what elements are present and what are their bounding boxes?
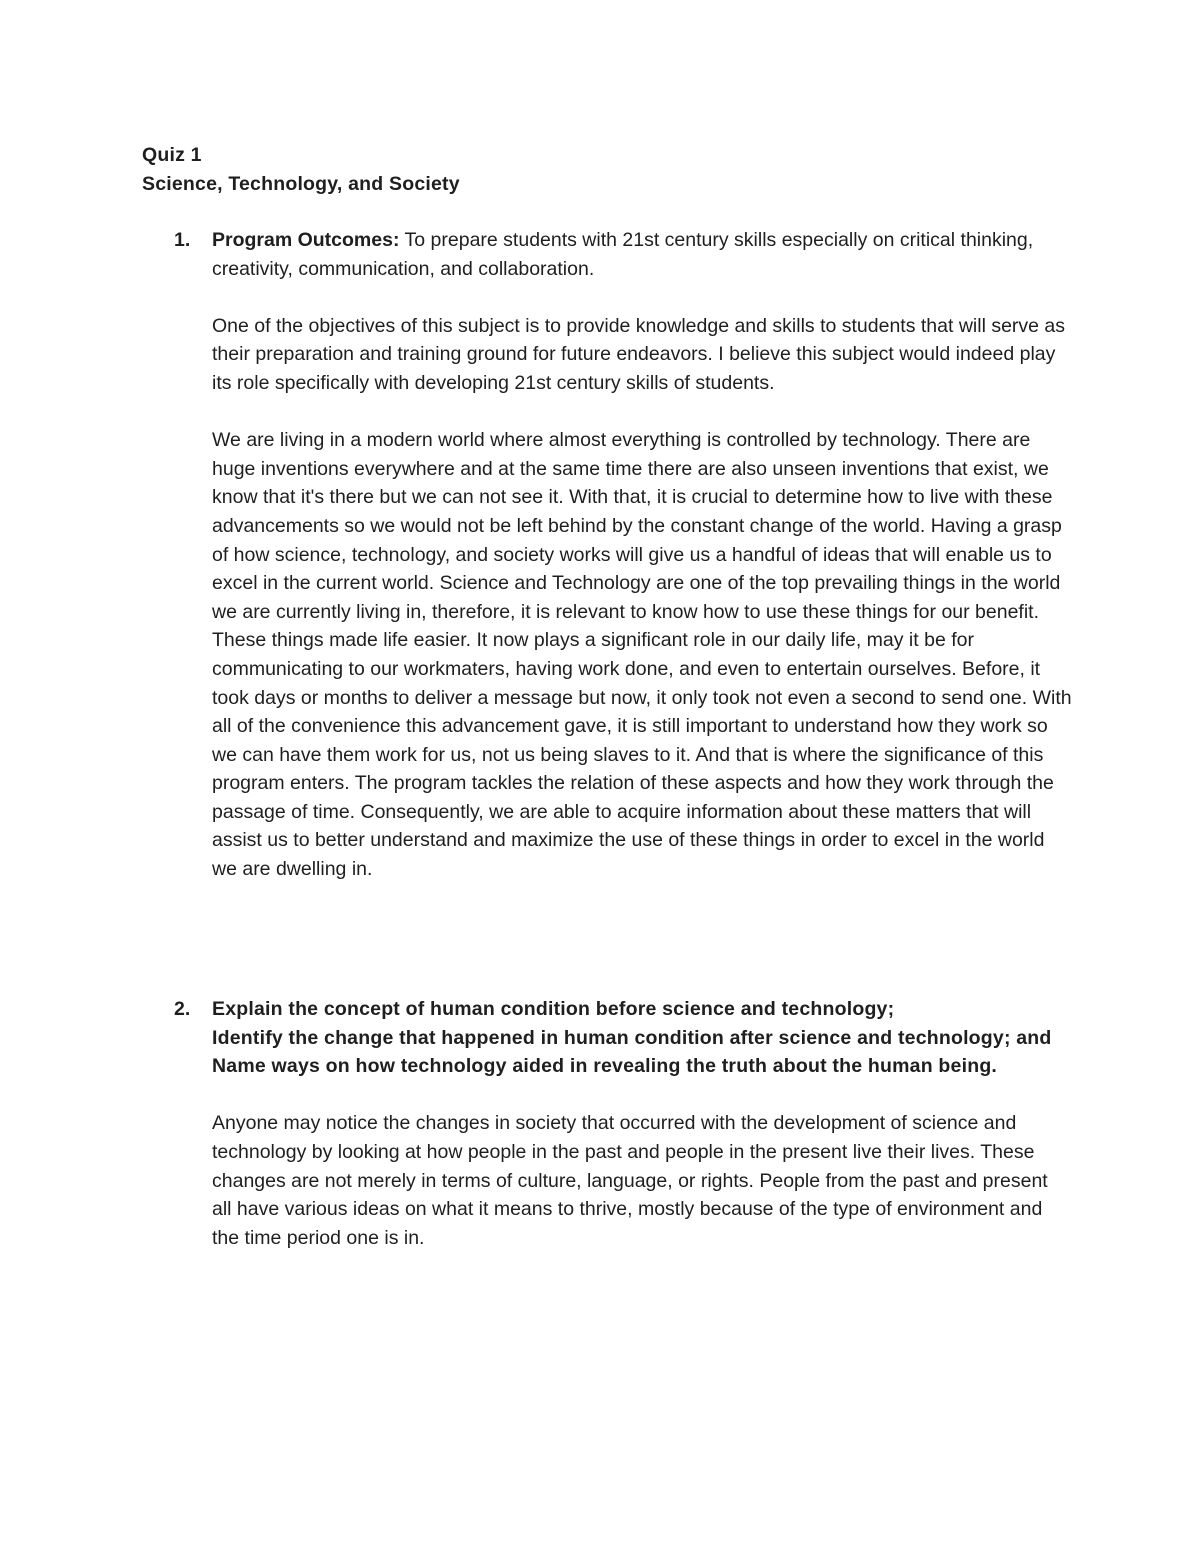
document-header	[142, 141, 1062, 199]
question-line: Explain the concept of human condition before science and technology;	[212, 998, 895, 1020]
paragraph: We are living in a modern world where almost everything is controlled by technology. There are huge inventions everywhere and at the same time there are also unseen inventions that exist, we know that it's there but we can not see it. With that, it is crucial to determine how to live with these advancements so we would not be left behind by the constant change of the world. Having a grasp of how science, technology, and society works will give us a handful of ideas that will enable us to excel in the current world. Science and Technology are one of the top prevailing things in the world we are currently living in, therefore, it is relevant to know how to use these things for our benefit. These things made life easier. It now plays a significant role in our daily life, may it be for communicating to our workmaters, having work done, and even to entertain ourselves. Before, it took days or months to deliver a message but now, it only took not even a second to send one. With all of the convenience this advancement gave, it is still important to understand how they work so we can have them work for us, not us being slaves to it. And that is where the significance of this program enters. The program tackles the relation of these aspects and how they work through the passage of time. Consequently, we are able to acquire information about these matters that will assist us to better understand and maximize the use of these things in order to excel in the world we are dwelling in.	[212, 429, 1072, 881]
paragraph: Anyone may notice the changes in society that occurred with the development of science and technology by looking at how people in the past and people in the present live their lives. These changes are not merely in terms of culture, language, or rights. People from the past and present all have various ideas on what it means to thrive, mostly because of the type of environment and the time period one is in.	[212, 1112, 1048, 1249]
program-outcomes-text: To prepare students with 21st century skills especially on critical thinking, creativity, communication, and collaboration.	[212, 229, 1034, 280]
list-item-body	[212, 226, 1072, 884]
document-subtitle: Science, Technology, and Society	[142, 173, 460, 195]
document-title: Quiz 1	[142, 144, 202, 166]
list-number: 2.	[174, 998, 191, 1020]
program-outcomes-label: Program Outcomes:	[212, 229, 400, 251]
program-outcomes-statement	[212, 226, 1072, 283]
question-line: Identify the change that happened in human condition after science and technology; and	[212, 1026, 1052, 1049]
paragraph: One of the objectives of this subject is to provide knowledge and skills to students that will serve as their preparation and training ground for future endeavors. I believe this subject would indeed play its role specifically with developing 21st century skills of students.	[212, 314, 1066, 394]
list-number: 1.	[174, 229, 191, 251]
question-line: Name ways on how technology aided in revealing the truth about the human being.	[212, 1055, 998, 1078]
list-item-body	[212, 995, 1072, 1252]
